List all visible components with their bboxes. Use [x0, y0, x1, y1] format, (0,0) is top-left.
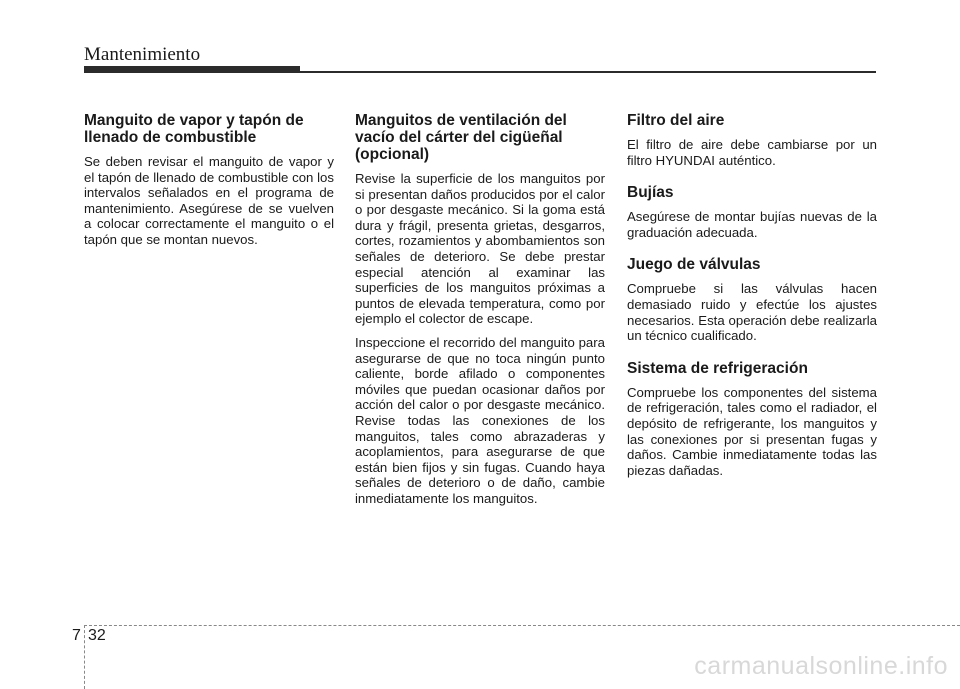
section-paragraph: El filtro de aire debe cambiarse por un filtro HYUNDAI auténtico. — [627, 137, 877, 168]
column-1 — [84, 112, 334, 256]
section-heading-air-filter: Filtro del aire — [627, 112, 725, 129]
footer-divider — [84, 625, 85, 689]
section-paragraph: Compruebe si las válvulas hacen demasiado ruido y efectúe los ajustes necesarios. Esta operación debe realizarla un técnico cualificado. — [627, 281, 877, 344]
section-heading-valve-clearance: Juego de válvulas — [627, 256, 761, 274]
section-paragraph: Inspeccione el recorrido del manguito para asegurarse de que no toca ningún punto caliente, borde afilado o componentes móviles que puedan ocasionar daños por acción del calor o por desgaste mecánico. Revise todas las conexiones de los manguitos, tales como abrazaderas y acoplamientos, para asegurarse de que están bien fijos y sin fugas. Cuando haya señales de deterioro o de daño, cambie inmediatamente los manguitos. — [355, 334, 605, 506]
section-paragraph: Revise la superficie de los manguitos por si presentan daños producidos por el calor o por desgaste mecánico. Si la goma está dura y frágil, presenta grietas, desgarros, cortes, rozamientos y abombamientos son señales de deterioro. Se debe prestar especial atención al examinar las superficies de los manguitos próximas a puntos de elevada temperatura, como por ejemplo el colector de escape. — [355, 171, 605, 327]
section-heading-cooling-system: Sistema de refrigeración — [627, 359, 808, 377]
section-heading-crankcase-hoses: Manguitos de ventilación del vacío del cárter del cigüeñal (opcional) — [355, 112, 567, 163]
page-chapter-number: 7 — [72, 627, 81, 644]
section-heading-spark-plugs: Bujías — [627, 184, 674, 202]
section-paragraph: Se deben revisar el manguito de vapor y el tapón de llenado de combustible con los intervalos señalados en el programa de mantenimiento. Asegúrese de se vuelven a colocar correctamente el manguito o el tapón que se montan nuevos. — [84, 154, 334, 247]
footer-rule — [84, 625, 960, 626]
column-3 — [627, 112, 877, 486]
header-bar — [84, 66, 300, 73]
column-2 — [355, 112, 605, 514]
watermark-text: carmanualsonline.info — [694, 652, 948, 680]
section-paragraph: Asegúrese de montar bujías nuevas de la graduación adecuada. — [627, 209, 877, 240]
section-heading-vapor-hose: Manguito de vapor y tapón de llenado de combustible — [84, 112, 304, 146]
page-header-title: Mantenimiento — [84, 44, 201, 65]
section-paragraph: Compruebe los componentes del sistema de refrigeración, tales como el radiador, el depósito de refrigerante, los manguitos y las conexiones por si presentan fugas y daños. Cambie inmediatamente todas las piezas dañadas. — [627, 384, 877, 478]
header-rule — [300, 71, 876, 73]
page-number: 32 — [88, 627, 106, 644]
